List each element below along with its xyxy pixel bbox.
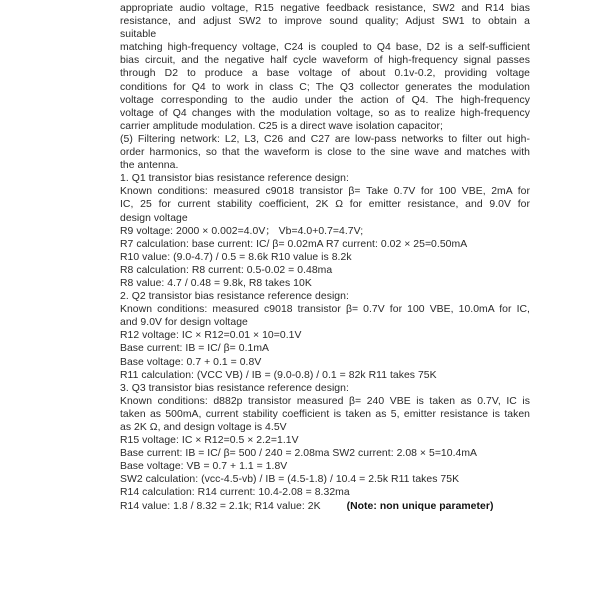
text-line: R10 value: (9.0-4.7) / 0.5 = 8.6k R10 value is 8.2k — [120, 251, 352, 263]
note-text: (Note: non unique parameter) — [346, 500, 494, 512]
text-line: the antenna. — [120, 160, 179, 172]
text-line: R9 voltage: 2000 × 0.002=4.0V； Vb=4.0+0.7=4.7V; — [120, 225, 364, 237]
text-line: Base voltage: VB = 0.7 + 1.1 = 1.8V — [120, 461, 288, 473]
text-line: through D2 to produce a base voltage of about 0.1v-0.2, providing voltage — [120, 68, 530, 80]
text-line: R15 voltage: IC × R12=0.5 × 2.2=1.1V — [120, 435, 299, 447]
text-line: carrier amplitude modulation. C25 is a direct wave isolation capacitor; — [120, 120, 443, 132]
text-line: and 9.0V for design voltage — [120, 317, 248, 329]
text-line: as 2K Ω, and design voltage is 4.5V — [120, 422, 287, 433]
text-line: Base current: IB = IC/ β= 500 / 240 = 2.08ma SW2 current: 2.08 × 5=10.4mA — [120, 448, 478, 460]
text-line: R7 calculation: base current: IC/ β= 0.02mA R7 current: 0.02 × 25=0.50mA — [120, 238, 468, 250]
text-line: order harmonics, so that the waveform is close to the sine wave and matches with — [120, 147, 530, 159]
document-text — [120, 2, 530, 513]
text-line-content: R14 value: 1.8 / 8.32 = 2.1k; R14 value: 2K — [120, 500, 321, 512]
text-line: appropriate audio voltage, R15 negative feedback resistance, SW2 and R14 bias — [120, 3, 530, 14]
section-heading: 1. Q1 transistor bias resistance reference design: — [120, 173, 349, 185]
text-line: SW2 calculation: (vcc-4.5-vb) / IB = (4.5-1.8) / 10.4 = 2.5k R11 takes 75K — [120, 474, 460, 486]
text-line: taken as 500mA, current stability coefficient is taken as 5, emitter resistance is taken — [120, 408, 530, 420]
text-line: matching high-frequency voltage, C24 is coupled to Q4 base, D2 is a self-sufficient — [120, 42, 530, 54]
text-line: Known conditions: measured c9018 transistor β= Take 0.7V for 100 VBE, 2mA for — [120, 186, 530, 198]
text-line: R11 calculation: (VCC VB) / IB = (9.0-0.8) / 0.1 = 82k R11 takes 75K — [120, 369, 437, 381]
text-line: IC, 25 for current stability coefficient, 2K Ω for emitter resistance, and 9.0V for — [120, 199, 530, 211]
text-line: suitable — [120, 29, 157, 41]
text-line: Base voltage: 0.7 + 0.1 = 0.8V — [120, 356, 262, 368]
text-line: Known conditions: measured c9018 transistor β= 0.7V for 100 VBE, 10.0mA for IC, — [120, 304, 530, 316]
text-line: voltage of Q4 changes with the modulation voltage, so as to realize high-frequency — [120, 107, 530, 119]
text-line: conditions for Q4 to work in class C; The Q3 collector generates the modulation — [120, 81, 530, 93]
text-line: (5) Filtering network: L2, L3, C26 and C27 are low-pass networks to filter out high- — [120, 133, 530, 145]
text-line: Base current: IB = IC/ β= 0.1mA — [120, 343, 270, 355]
text-line: design voltage — [120, 212, 188, 224]
text-line: R8 value: 4.7 / 0.48 = 9.8k, R8 takes 10K — [120, 277, 312, 289]
text-line: R14 calculation: R14 current: 10.4-2.08 = 8.32ma — [120, 487, 350, 499]
section-heading: 2. Q2 transistor bias resistance reference design: — [120, 291, 349, 303]
text-line-with-note — [120, 500, 530, 513]
text-line: R12 voltage: IC × R12=0.01 × 10=0.1V — [120, 330, 302, 342]
text-line: voltage corresponding to the audio under the action of Q4. The high-frequency — [120, 94, 530, 106]
text-line: Known conditions: d882p transistor measured β= 240 VBE is taken as 0.7V, IC is — [120, 395, 530, 407]
text-line: resistance, and adjust SW2 to improve sound quality; Adjust SW1 to obtain a — [120, 16, 530, 28]
text-line: R8 calculation: R8 current: 0.5-0.02 = 0.48ma — [120, 264, 333, 276]
text-line: bias circuit, and the negative half cycle waveform of high-frequency signal passes — [120, 55, 530, 67]
section-heading: 3. Q3 transistor bias resistance reference design: — [120, 382, 349, 394]
